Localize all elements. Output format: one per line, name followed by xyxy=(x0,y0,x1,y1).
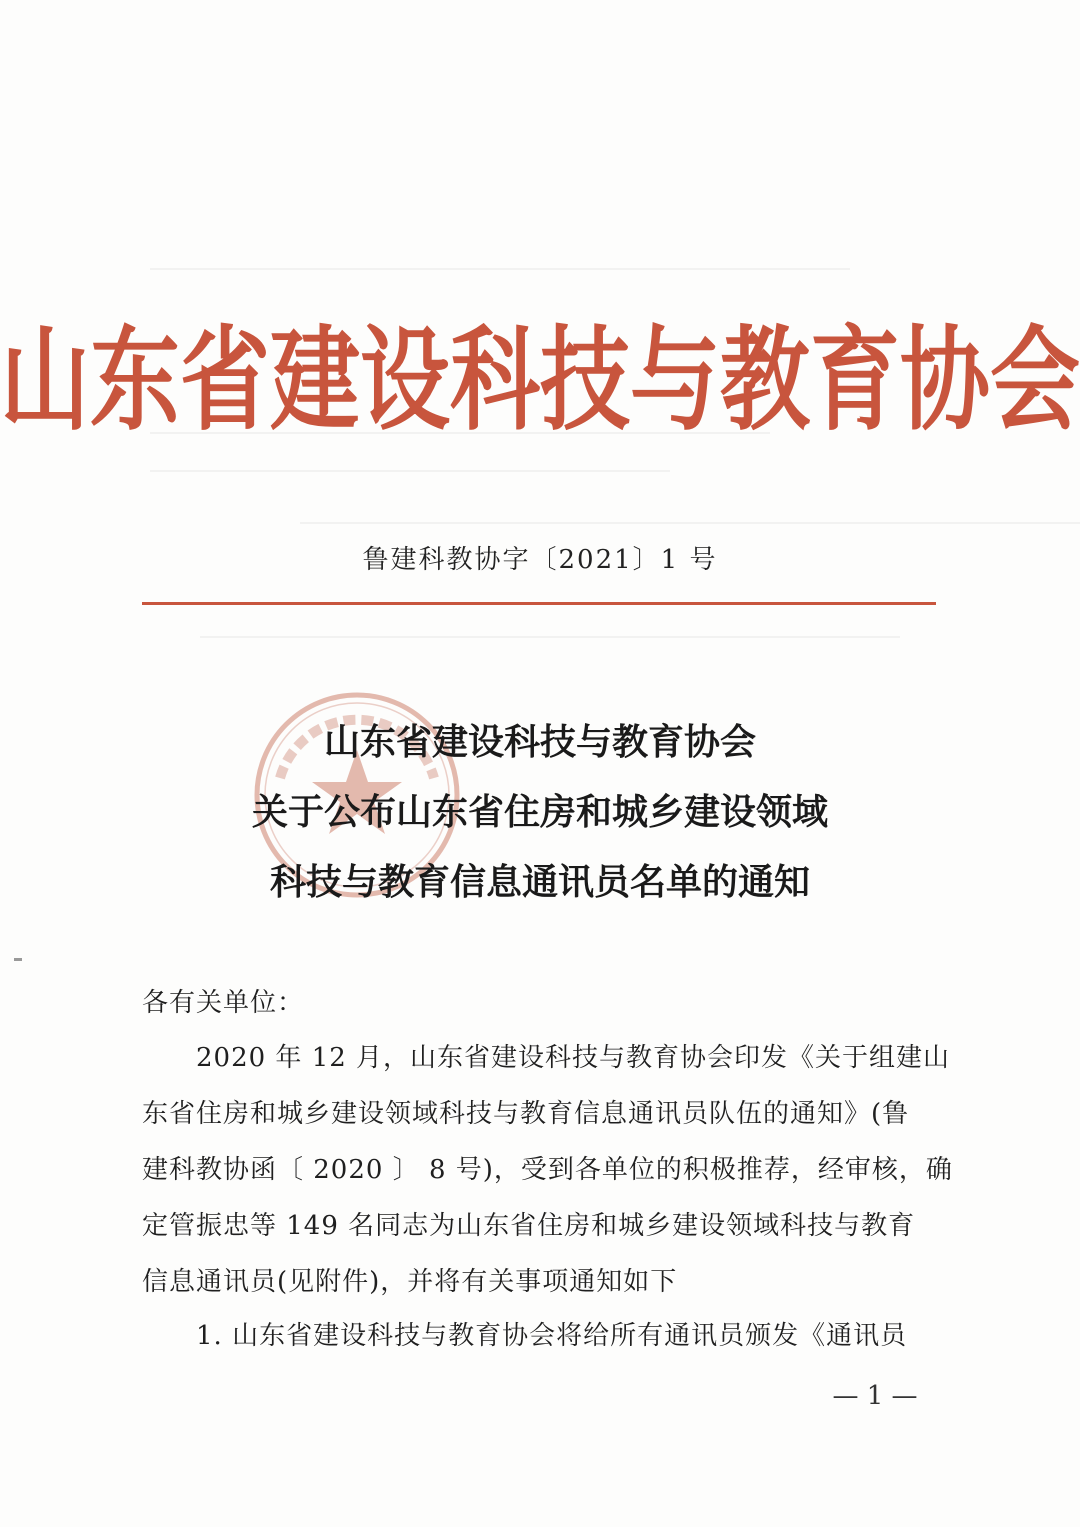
notice-title xyxy=(0,708,1080,918)
red-divider-line xyxy=(142,602,936,605)
bleed-through-line xyxy=(150,470,670,472)
salutation: 各有关单位： xyxy=(142,988,305,1018)
paragraph-line: 东省住房和城乡建设领域科技与教育信息通讯员队伍的通知》(鲁 xyxy=(142,1099,910,1129)
list-item-1: 1. 山东省建设科技与教育协会将给所有通讯员颁发《通讯员 xyxy=(142,1321,908,1351)
document-number: 鲁建科教协字〔2021〕1 号 xyxy=(362,545,718,575)
title-line-3: 科技与教育信息通讯员名单的通知 xyxy=(269,862,810,903)
paragraph-line: 定管振忠等 149 名同志为山东省住房和城乡建设领域科技与教育 xyxy=(142,1211,916,1241)
scan-edge-mark xyxy=(14,958,22,961)
title-line-2: 关于公布山东省住房和城乡建设领域 xyxy=(251,792,828,833)
page-number: — 1 — xyxy=(832,1381,918,1411)
paragraph-line: 信息通讯员(见附件)，并将有关事项通知如下 xyxy=(142,1267,678,1297)
bleed-through-line xyxy=(150,268,850,270)
paragraph-line: 建科教协函〔 2020 〕 8 号)，受到各单位的积极推荐，经审核，确 xyxy=(142,1155,953,1185)
title-line-1: 山东省建设科技与教育协会 xyxy=(323,722,756,763)
bleed-through-line xyxy=(200,636,900,638)
org-header-title: 山东省建设科技与教育协会 xyxy=(0,315,1080,447)
body-paragraph-1 xyxy=(142,1030,953,1310)
bleed-through-line xyxy=(300,522,1080,524)
paragraph-line: 2020 年 12 月，山东省建设科技与教育协会印发《关于组建山 xyxy=(142,1043,951,1073)
